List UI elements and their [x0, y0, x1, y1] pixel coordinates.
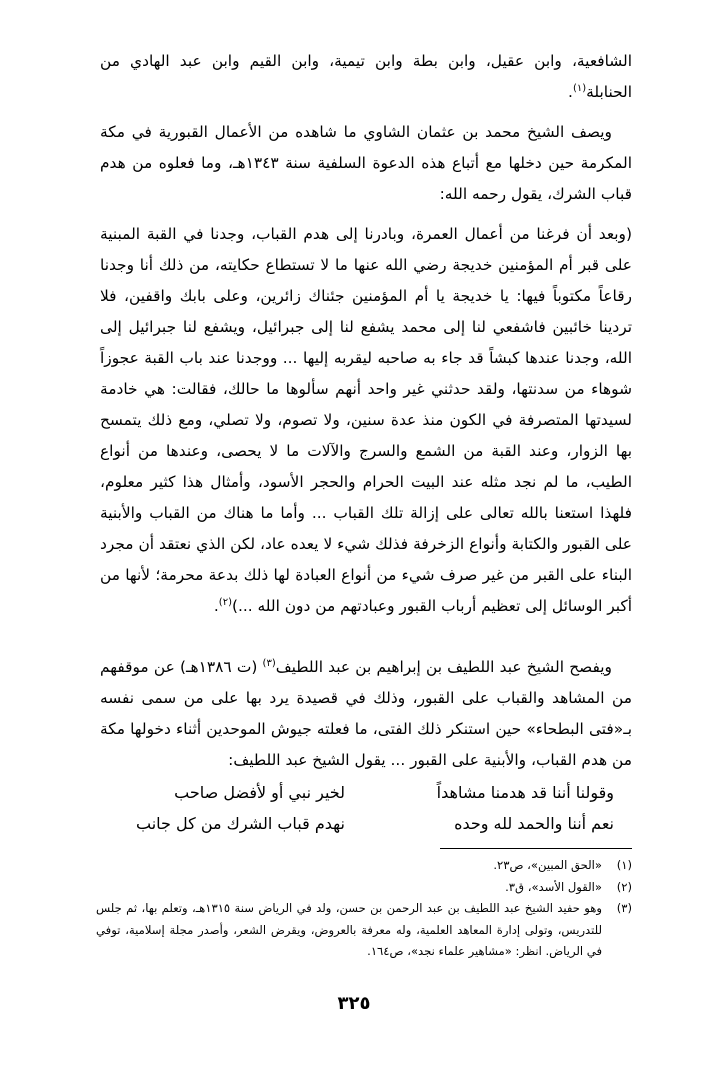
- paragraph-4-text-a: ويفصح الشيخ عبد اللطيف بن إبراهيم بن عبد اللطيف: [275, 658, 612, 676]
- paragraph-2-text: ويصف الشيخ محمد بن عثمان الشاوي ما شاهده من الأعمال القبورية في مكة المكرمة حين دخلها مع أتباع هذه الدعوة السلفية سنة ١٣٤٣هـ، وما فعلوه من هدم قباب الشرك، يقول رحمه الله:: [100, 123, 632, 203]
- paragraph-4-text-b: (ت ١٣٨٦هـ) عن موقفهم من المشاهد والقباب على القبور، وذلك في قصيدة يرد بها على من سمى نفسه بـ«فتى البطحاء» حين استنكر ذلك الفتى، ما فعلته جيوش الموحدين أثناء دخولها مكة من هدم القباب، والأبنية على القبور ... يقول الشيخ عبد اللطيف:: [100, 658, 632, 769]
- footnote-2: [96, 877, 632, 899]
- footnote-ref-2: (٢): [218, 596, 232, 608]
- paragraph-1-tail: .: [568, 83, 573, 101]
- poem: [100, 777, 632, 839]
- paragraph-3-text: (وبعد أن فرغنا من أعمال العمرة، وبادرنا إلى هدم القباب، وجدنا في القبة المبنية على قبر أم المؤمنين خديجة رضي الله عنها ما لا تستطاع حكايته، من ذلك أنا وجدنا رقاعاً مكتوباً فيها: يا خديجة يا أم المؤمنين جئناك زائرين، وعلى بابك واقفين، فلا تردينا خائبين فاشفعي لنا إلى محمد يشفع لنا إلى جبرائيل، ويشفع لنا جبرائيل إلى الله، وجدنا عندها كبشاً قد جاء به صاحبه ليقربه إليها ... ووجدنا عند باب القبة عجوزاً شوهاء من سدنتها، ولقد حدثني غير واحد أنهم سألوها ما حالك، فقالت: هي خادمة لسيدتها المتصرفة في الكون منذ عدة سنين، ولا تصوم، ولا تصلي، ومع ذلك يتمسح بها الزوار، وعند القبة من الشمع والسرج والآلات ما لا يحصى، وعندها من أنواع الطيب، ما لم نجد مثله عند البيت الحرام والحجر الأسود، وأمثال هذا كثير معلوم، فلهذا استعنا بالله تعالى على إزالة تلك القباب ... وأما ما هناك من القباب والأبنية على القبور والكتابة وأنواع الزخرفة فذلك شيء لا يعده عاد، لكن الذي نعتقد أن مجرد البناء على القبر من غير صرف شيء من أنواع العبادة لها ذلك بدعة محرمة؛ لأنها من أكبر الوسائل إلى تعظيم أرباب القبور وعبادتهم من دون الله ...): [100, 225, 632, 615]
- footnote-separator: [440, 848, 632, 849]
- footnote-1: [96, 855, 632, 877]
- poem-verse-1: [100, 777, 632, 808]
- paragraph-3-tail: .: [213, 597, 219, 615]
- poem-verse-1-first-hemistich: وقولنا أننا قد هدمنا مشاهداً: [436, 783, 614, 802]
- poem-verse-2-second-hemistich: نهدم قباب الشرك من كل جانب: [136, 814, 345, 833]
- footnote-1-number: (١): [616, 858, 632, 872]
- footnote-ref-1: (١): [572, 82, 587, 94]
- paragraph-2: [100, 117, 632, 210]
- poem-verse-2: [100, 808, 632, 839]
- paragraph-1-text: الشافعية، وابن عقيل، وابن بطة وابن تيمية، وابن القيم وابن عبد الهادي من الحنابلة: [100, 52, 632, 101]
- footnote-3-number: (٣): [616, 901, 632, 915]
- footnote-1-text: «الحق المبين»، ص٢٣.: [493, 858, 602, 872]
- paragraph-3-quote: [100, 219, 632, 622]
- footnote-2-number: (٢): [616, 879, 632, 894]
- footnote-2-text: «القول الأسد»، ق٣.: [505, 879, 602, 894]
- paragraph-1: [100, 46, 632, 108]
- page-number: ٣٢٥: [337, 993, 371, 1014]
- paragraph-4: [100, 652, 632, 776]
- footnote-3: [96, 898, 632, 963]
- footnotes: [96, 855, 632, 963]
- footnote-3-text: وهو حفيد الشيخ عبد اللطيف بن عبد الرحمن بن حسن، ولد في الرياض سنة ١٣١٥هـ، وتعلم بها، ثم جلس للتدريس، وتولى إدارة المعاهد العلمية، وله معرفة بالعروض، ويقرض الشعر، وأصدر مجلة إسلامية، توفي في الرياض. انظر: «مشاهير علماء نجد»، ص١٦٤.: [96, 901, 603, 958]
- poem-verse-2-first-hemistich: نعم أننا والحمد لله وحده: [454, 814, 614, 833]
- poem-verse-1-second-hemistich: لخير نبي أو لأفضل صاحب: [174, 783, 345, 802]
- footnote-ref-3: (٣): [262, 657, 276, 669]
